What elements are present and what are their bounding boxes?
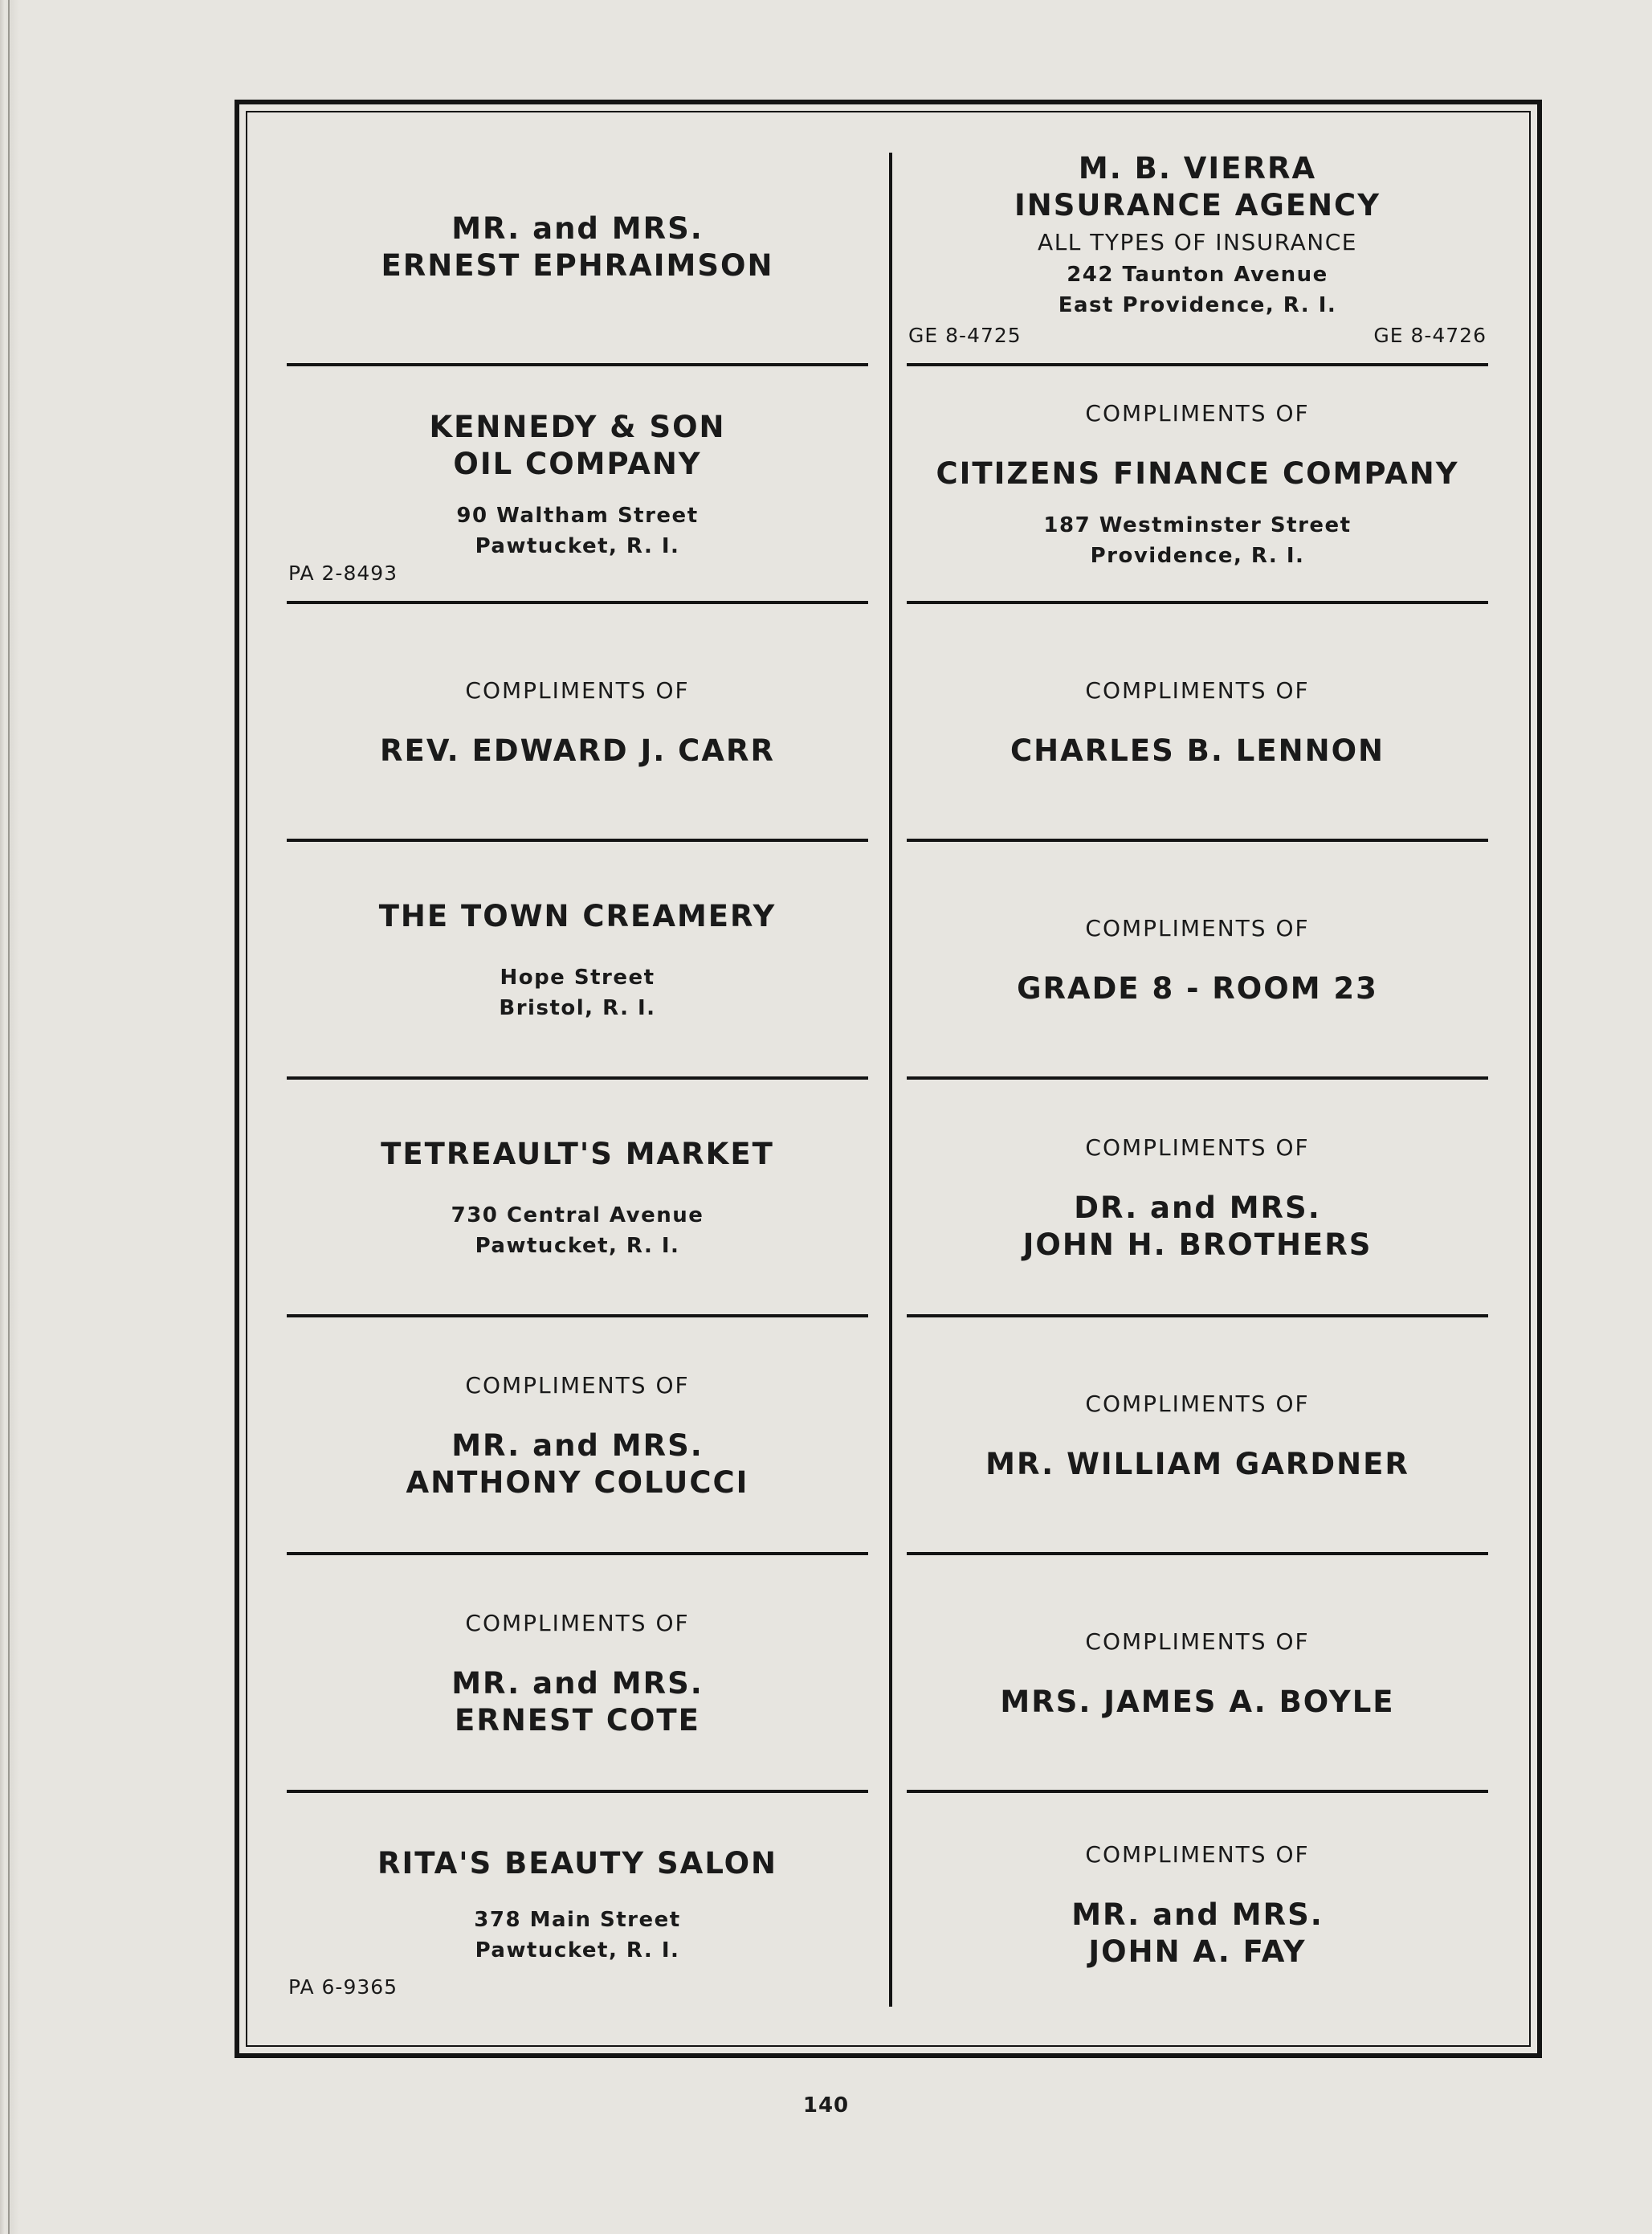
- ad-compliments: COMPLIMENTS OF: [465, 677, 690, 704]
- ad-name-line: GRADE 8 - ROOM 23: [1017, 971, 1378, 1006]
- ad-colucci: [287, 1317, 868, 1555]
- ad-name-line: MR. and MRS.: [451, 1428, 704, 1463]
- ad-cote: [287, 1555, 868, 1793]
- binding-edge: [0, 0, 27, 2234]
- ad-name-line: MR. WILLIAM GARDNER: [985, 1447, 1409, 1481]
- ad-name-line: MR. and MRS.: [451, 211, 704, 246]
- ad-town-creamery: [287, 842, 868, 1080]
- ad-tetreaults: [287, 1080, 868, 1317]
- ad-brothers: [907, 1080, 1488, 1317]
- ad-name-line: ANTHONY COLUCCI: [406, 1465, 749, 1500]
- ad-address: [474, 1905, 680, 1966]
- ad-address: [1059, 259, 1337, 321]
- ad-address: [456, 500, 698, 562]
- ad-name-line: INSURANCE AGENCY: [1014, 188, 1381, 223]
- ad-address-line: Pawtucket, R. I.: [475, 1938, 680, 1962]
- ad-name-line: RITA'S BEAUTY SALON: [377, 1846, 777, 1881]
- ad-name-line: DR. and MRS.: [1074, 1191, 1321, 1225]
- ad-address-line: 187 Westminster Street: [1043, 513, 1352, 537]
- ad-name-line: CITIZENS FINANCE COMPANY: [936, 456, 1459, 491]
- ad-compliments: COMPLIMENTS OF: [1085, 915, 1310, 941]
- ad-address: [499, 962, 655, 1023]
- ad-address-line: 730 Central Avenue: [451, 1203, 704, 1227]
- ad-compliments: COMPLIMENTS OF: [465, 1610, 690, 1636]
- ad-phone: GE 8-4726: [1373, 324, 1487, 347]
- ad-ritas-beauty-salon: [287, 1793, 868, 2018]
- ad-name-line: JOHN A. FAY: [1088, 1934, 1307, 1969]
- ad-address-line: 242 Taunton Avenue: [1067, 263, 1328, 287]
- ad-address-line: East Providence, R. I.: [1058, 293, 1337, 317]
- ad-phone: PA 2-8493: [288, 562, 398, 585]
- ad-compliments: COMPLIMENTS OF: [465, 1372, 690, 1399]
- ad-compliments: COMPLIMENTS OF: [1085, 1628, 1310, 1655]
- ad-name-line: M. B. VIERRA: [1078, 151, 1317, 186]
- page-number: 140: [802, 2093, 850, 2118]
- ad-name-line: KENNEDY & SON: [429, 410, 726, 444]
- ad-compliments: COMPLIMENTS OF: [1085, 677, 1310, 704]
- ad-name-line: TETREAULT'S MARKET: [381, 1137, 774, 1171]
- ad-name-line: ERNEST COTE: [455, 1703, 700, 1738]
- ad-address: [451, 1200, 704, 1261]
- ad-carr: [287, 604, 868, 842]
- ad-name-line: THE TOWN CREAMERY: [378, 899, 777, 933]
- ad-compliments: COMPLIMENTS OF: [1085, 1134, 1310, 1161]
- ad-phone: GE 8-4725: [908, 324, 1022, 347]
- ad-address-line: Providence, R. I.: [1090, 544, 1305, 568]
- ad-compliments: COMPLIMENTS OF: [1085, 400, 1310, 427]
- ad-compliments: COMPLIMENTS OF: [1085, 1841, 1310, 1868]
- ad-name-line: MRS. JAMES A. BOYLE: [1000, 1685, 1395, 1719]
- ad-compliments: COMPLIMENTS OF: [1085, 1391, 1310, 1417]
- ad-name-line: MR. and MRS.: [451, 1666, 704, 1701]
- ad-phone: PA 6-9365: [288, 1975, 398, 1999]
- ad-name-line: ERNEST EPHRAIMSON: [381, 248, 774, 283]
- ad-address-line: Pawtucket, R. I.: [475, 1234, 680, 1258]
- ad-address-line: Bristol, R. I.: [499, 996, 656, 1020]
- ad-address: [1043, 510, 1351, 571]
- ad-kennedy-son: [287, 366, 868, 604]
- ad-address-line: Hope Street: [500, 966, 655, 990]
- ad-fay: [907, 1793, 1488, 2018]
- ad-citizens-finance: [907, 366, 1488, 604]
- ad-name-line: OIL COMPANY: [453, 447, 702, 481]
- ad-tagline: ALL TYPES OF INSURANCE: [1038, 229, 1357, 255]
- ad-name-line: REV. EDWARD J. CARR: [380, 733, 775, 768]
- ad-ephraimson: [287, 129, 868, 366]
- ad-address-line: 378 Main Street: [474, 1908, 681, 1932]
- ad-lennon: [907, 604, 1488, 842]
- ad-boyle: [907, 1555, 1488, 1793]
- ad-grade8-room23: [907, 842, 1488, 1080]
- ad-address-line: 90 Waltham Street: [456, 504, 699, 528]
- ad-name-line: CHARLES B. LENNON: [1010, 733, 1385, 768]
- column-divider: [889, 153, 892, 2007]
- ad-vierra-insurance: [907, 129, 1488, 366]
- ad-name-line: JOHN H. BROTHERS: [1022, 1227, 1373, 1262]
- ad-address-line: Pawtucket, R. I.: [475, 534, 680, 558]
- ad-name-line: MR. and MRS.: [1071, 1897, 1324, 1932]
- ad-gardner: [907, 1317, 1488, 1555]
